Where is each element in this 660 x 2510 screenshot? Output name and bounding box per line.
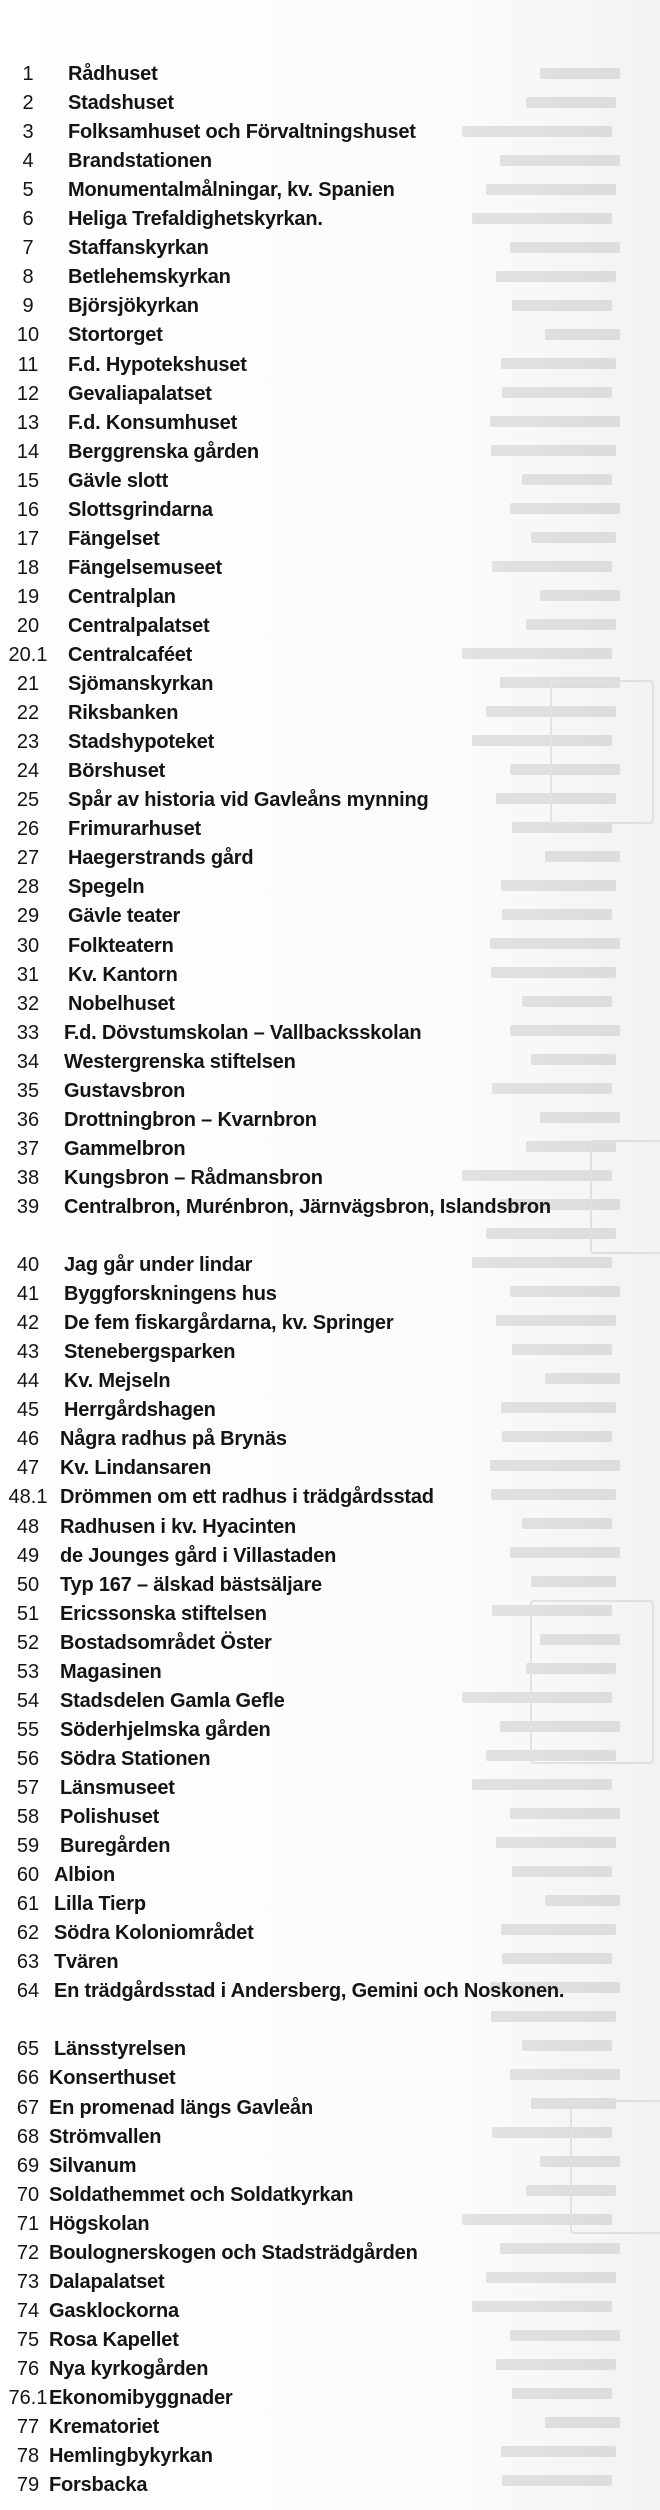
item-label: Stadsdelen Gamla Gefle bbox=[60, 1689, 285, 1712]
item-number: 64 bbox=[16, 1980, 40, 2003]
item-label: De fem fiskargårdarna, kv. Springer bbox=[64, 1312, 394, 1335]
item-label: Gävle teater bbox=[68, 905, 181, 928]
list-item bbox=[0, 263, 640, 291]
list-item bbox=[0, 1425, 640, 1453]
list-item bbox=[0, 60, 640, 88]
item-label: Gasklockorna bbox=[49, 2299, 179, 2322]
item-label: Gustavsbron bbox=[64, 1079, 186, 1102]
list-item bbox=[0, 583, 640, 611]
item-label: Drömmen om ett radhus i trädgårdsstad bbox=[60, 1486, 434, 1509]
item-label: Typ 167 – älskad bästsäljare bbox=[60, 1573, 322, 1596]
list-item bbox=[0, 873, 640, 901]
item-number: 19 bbox=[16, 585, 40, 608]
item-label: Centralplan bbox=[68, 585, 176, 608]
item-label: Söderhjelmska gården bbox=[60, 1718, 271, 1741]
item-number: 21 bbox=[16, 673, 40, 696]
item-label: Länsstyrelsen bbox=[54, 2038, 186, 2061]
list-item bbox=[0, 1803, 640, 1831]
list-item bbox=[0, 525, 640, 553]
item-label: En trädgårdsstad i Andersberg, Gemini och Noskonen. bbox=[54, 1980, 565, 2003]
list-item bbox=[0, 2384, 640, 2412]
item-label: Krematoriet bbox=[49, 2416, 160, 2439]
list-item bbox=[0, 2123, 640, 2151]
list-item bbox=[0, 1890, 640, 1918]
list-item bbox=[0, 1338, 640, 1366]
list-item bbox=[0, 118, 640, 146]
item-label: Polishuset bbox=[60, 1806, 160, 1828]
list-item bbox=[0, 1629, 640, 1657]
list-item bbox=[0, 2268, 640, 2296]
item-label: Jag går under lindar bbox=[64, 1254, 253, 1277]
item-label: F.d. Dövstumskolan – Vallbacksskolan bbox=[64, 1021, 422, 1044]
item-number: 29 bbox=[16, 905, 40, 928]
item-label: Folksamhuset och Förvaltningshuset bbox=[68, 121, 416, 144]
item-label: Ekonomibyggnader bbox=[49, 2387, 233, 2409]
item-label: Södra Koloniområdet bbox=[54, 1922, 254, 1945]
item-label: Börshuset bbox=[68, 760, 166, 783]
item-number: 31 bbox=[16, 963, 40, 986]
list-item bbox=[0, 1048, 640, 1076]
item-label: Kv. Lindansaren bbox=[60, 1457, 212, 1480]
list-item bbox=[0, 1193, 640, 1251]
list-item bbox=[0, 176, 640, 204]
list-item bbox=[0, 467, 640, 495]
item-label: F.d. Hypotekshuset bbox=[68, 353, 247, 376]
item-label: Centralpalatset bbox=[68, 614, 210, 637]
list-item bbox=[0, 1600, 640, 1628]
item-number: 20 bbox=[16, 614, 40, 637]
item-label: Sjömanskyrkan bbox=[68, 673, 214, 696]
list-item bbox=[0, 1832, 640, 1860]
item-label: Radhusen i kv. Hyacinten bbox=[60, 1515, 297, 1538]
list-item bbox=[0, 205, 640, 233]
list-item bbox=[0, 1106, 640, 1134]
item-number: 42 bbox=[16, 1312, 40, 1335]
list-item bbox=[0, 2355, 640, 2383]
item-number: 53 bbox=[16, 1660, 40, 1683]
item-label: de Jounges gård i Villastaden bbox=[60, 1544, 337, 1567]
item-label: Dalapalatset bbox=[49, 2270, 165, 2293]
item-number: 27 bbox=[16, 847, 40, 870]
item-number: 60 bbox=[16, 1864, 40, 1887]
item-number: 28 bbox=[16, 876, 40, 899]
item-number: 70 bbox=[16, 2183, 40, 2206]
list-item bbox=[0, 1135, 640, 1163]
list-item bbox=[0, 1542, 640, 1570]
item-number: 76 bbox=[16, 2357, 40, 2380]
list-item bbox=[0, 641, 640, 669]
list-item bbox=[0, 438, 640, 466]
list-item bbox=[0, 2210, 640, 2238]
item-label: Folkteatern bbox=[68, 934, 174, 957]
list-item bbox=[0, 1977, 640, 2035]
item-label: Centralbron, Murénbron, Järnvägsbron, Islandsbron bbox=[64, 1195, 551, 1218]
list-item bbox=[0, 1774, 640, 1802]
item-label: Fängelset bbox=[68, 527, 160, 550]
list-item bbox=[0, 757, 640, 785]
list-item bbox=[0, 2064, 640, 2092]
item-label: Hemlingbykyrkan bbox=[49, 2445, 213, 2468]
item-number: 5 bbox=[22, 179, 34, 202]
item-label: Konserthuset bbox=[49, 2067, 176, 2090]
list-item bbox=[0, 554, 640, 582]
item-label: Södra Stationen bbox=[60, 1747, 211, 1770]
item-label: Nya kyrkogården bbox=[49, 2357, 209, 2380]
list-item bbox=[0, 1309, 640, 1337]
item-number: 4 bbox=[22, 150, 34, 173]
item-number: 66 bbox=[16, 2067, 40, 2090]
list-item bbox=[0, 1396, 640, 1424]
list-item bbox=[0, 1367, 640, 1395]
list-item bbox=[0, 670, 640, 698]
list-item bbox=[0, 1019, 640, 1047]
item-label: Albion bbox=[54, 1864, 116, 1887]
item-number: 2 bbox=[22, 92, 34, 115]
item-number: 26 bbox=[16, 818, 40, 841]
list-item bbox=[0, 2326, 640, 2354]
list-item bbox=[0, 1861, 640, 1889]
item-label: Boulognerskogen och Stadsträdgården bbox=[49, 2241, 418, 2264]
item-number: 65 bbox=[16, 2038, 40, 2061]
item-label: Haegerstrands gård bbox=[68, 847, 254, 870]
list-item bbox=[0, 2442, 640, 2470]
item-label: Herrgårdshagen bbox=[64, 1399, 216, 1422]
item-number: 51 bbox=[16, 1602, 40, 1625]
item-label: Gävle slott bbox=[68, 469, 169, 492]
item-number: 13 bbox=[16, 411, 40, 434]
item-label: Fängelsemuseet bbox=[68, 556, 222, 579]
list-item bbox=[0, 844, 640, 872]
item-label: Riksbanken bbox=[68, 702, 179, 725]
item-number: 54 bbox=[16, 1689, 40, 1712]
item-number: 3 bbox=[22, 121, 34, 144]
item-label: Betlehemskyrkan bbox=[68, 266, 231, 289]
item-label: Tvären bbox=[54, 1951, 119, 1974]
item-label: Strömvallen bbox=[49, 2125, 162, 2148]
item-label: Buregården bbox=[60, 1835, 171, 1858]
item-label: Stadshypoteket bbox=[68, 731, 215, 754]
list-item bbox=[0, 380, 640, 408]
item-label: Heliga Trefaldighetskyrkan. bbox=[68, 208, 323, 231]
list-item bbox=[0, 2152, 640, 2180]
list-item bbox=[0, 2239, 640, 2267]
list-item bbox=[0, 1948, 640, 1976]
list-item bbox=[0, 2035, 640, 2063]
item-label: Spegeln bbox=[68, 876, 145, 899]
item-number: 57 bbox=[16, 1776, 40, 1799]
list-item bbox=[0, 786, 640, 814]
list-item bbox=[0, 1164, 640, 1192]
list-item bbox=[0, 2471, 640, 2499]
list-item bbox=[0, 292, 640, 320]
list-item bbox=[0, 1513, 640, 1541]
list-item bbox=[0, 496, 640, 524]
item-label: Några radhus på Brynäs bbox=[60, 1428, 287, 1451]
item-number: 36 bbox=[16, 1108, 40, 1131]
item-number: 48 bbox=[16, 1515, 40, 1538]
item-number: 22 bbox=[16, 702, 40, 725]
item-number: 11 bbox=[17, 353, 39, 376]
item-label: Byggforskningens hus bbox=[64, 1283, 277, 1306]
list-item bbox=[0, 1687, 640, 1715]
item-number: 1 bbox=[22, 63, 34, 85]
item-label: Forsbacka bbox=[49, 2474, 148, 2497]
item-number: 25 bbox=[16, 789, 40, 812]
item-label: Frimurarhuset bbox=[68, 818, 201, 841]
list-item bbox=[0, 961, 640, 989]
item-label: Slottsgrindarna bbox=[68, 498, 213, 521]
item-number: 8 bbox=[22, 266, 34, 289]
item-label: Spår av historia vid Gavleåns mynning bbox=[68, 789, 429, 812]
item-label: Stadshuset bbox=[68, 92, 174, 115]
item-number: 49 bbox=[16, 1544, 40, 1567]
list-item bbox=[0, 1483, 640, 1511]
item-label: Monumentalmålningar, kv. Spanien bbox=[68, 179, 395, 202]
item-number: 68 bbox=[16, 2125, 40, 2148]
item-label: Drottningbron – Kvarnbron bbox=[64, 1108, 317, 1131]
list-item bbox=[0, 990, 640, 1018]
item-label: Centralcaféet bbox=[68, 644, 193, 666]
item-number: 74 bbox=[16, 2299, 40, 2322]
item-label: Högskolan bbox=[49, 2212, 150, 2235]
item-number: 76.1 bbox=[8, 2387, 48, 2409]
item-number: 59 bbox=[16, 1835, 40, 1858]
item-number: 12 bbox=[16, 382, 40, 405]
list-item bbox=[0, 932, 640, 960]
item-number: 15 bbox=[16, 469, 40, 492]
list-item bbox=[0, 1280, 640, 1308]
item-label: Magasinen bbox=[60, 1660, 162, 1683]
item-number: 39 bbox=[16, 1195, 40, 1218]
list-item bbox=[0, 1571, 640, 1599]
item-label: Kv. Kantorn bbox=[68, 963, 178, 986]
item-number: 17 bbox=[16, 527, 40, 550]
item-number: 58 bbox=[16, 1806, 40, 1828]
item-label: Soldathemmet och Soldatkyrkan bbox=[49, 2183, 354, 2206]
item-number: 63 bbox=[16, 1951, 40, 1974]
item-label: Rosa Kapellet bbox=[49, 2328, 179, 2351]
item-number: 47 bbox=[16, 1457, 40, 1480]
item-number: 62 bbox=[16, 1922, 40, 1945]
list-item bbox=[0, 728, 640, 756]
item-number: 52 bbox=[16, 1631, 40, 1654]
list-item bbox=[0, 1658, 640, 1686]
item-number: 32 bbox=[16, 992, 40, 1015]
item-number: 46 bbox=[16, 1428, 40, 1451]
item-label: Länsmuseet bbox=[60, 1776, 175, 1799]
list-item bbox=[0, 1454, 640, 1482]
item-number: 69 bbox=[16, 2154, 40, 2177]
item-number: 7 bbox=[22, 237, 34, 260]
item-label: Rådhuset bbox=[68, 63, 158, 85]
item-label: F.d. Konsumhuset bbox=[68, 411, 238, 434]
item-number: 50 bbox=[16, 1573, 40, 1596]
item-label: Ericssonska stiftelsen bbox=[60, 1602, 267, 1625]
list-item bbox=[0, 815, 640, 843]
list-item bbox=[0, 234, 640, 262]
list-item bbox=[0, 2297, 640, 2325]
list-item bbox=[0, 2181, 640, 2209]
item-number: 16 bbox=[16, 498, 40, 521]
item-label: Kungsbron – Rådmansbron bbox=[64, 1166, 323, 1189]
item-label: Nobelhuset bbox=[68, 992, 175, 1015]
item-number: 24 bbox=[16, 760, 40, 783]
item-number: 73 bbox=[16, 2270, 40, 2293]
item-number: 20.1 bbox=[8, 644, 48, 666]
list-item bbox=[0, 351, 640, 379]
item-label: Bostadsområdet Öster bbox=[60, 1631, 272, 1654]
list-item bbox=[0, 321, 640, 349]
list-item bbox=[0, 1077, 640, 1105]
list-item bbox=[0, 89, 640, 117]
item-number: 40 bbox=[16, 1254, 40, 1277]
item-number: 41 bbox=[16, 1283, 40, 1306]
item-number: 43 bbox=[16, 1341, 40, 1364]
item-label: Stortorget bbox=[68, 324, 163, 347]
item-number: 55 bbox=[16, 1718, 40, 1741]
item-number: 14 bbox=[16, 440, 40, 463]
item-number: 33 bbox=[16, 1021, 40, 1044]
item-number: 61 bbox=[16, 1893, 40, 1916]
item-number: 78 bbox=[16, 2445, 40, 2468]
item-number: 9 bbox=[22, 295, 34, 318]
item-label: Björsjökyrkan bbox=[68, 295, 199, 318]
item-number: 44 bbox=[16, 1370, 40, 1393]
item-number: 56 bbox=[16, 1747, 40, 1770]
item-number: 18 bbox=[16, 556, 40, 579]
item-label: Stenebergsparken bbox=[64, 1341, 236, 1364]
list-item bbox=[0, 1251, 640, 1279]
item-number: 34 bbox=[16, 1050, 40, 1073]
item-number: 23 bbox=[16, 731, 40, 754]
item-label: Silvanum bbox=[49, 2154, 137, 2177]
item-number: 35 bbox=[16, 1079, 40, 1102]
list-item bbox=[0, 1716, 640, 1744]
item-number: 77 bbox=[16, 2416, 40, 2439]
list-item bbox=[0, 2094, 640, 2122]
item-number: 72 bbox=[16, 2241, 40, 2264]
item-label: Lilla Tierp bbox=[54, 1893, 146, 1916]
list-item bbox=[0, 902, 640, 930]
item-number: 38 bbox=[16, 1166, 40, 1189]
item-label: En promenad längs Gavleån bbox=[49, 2096, 313, 2119]
item-number: 79 bbox=[16, 2474, 40, 2497]
list-item bbox=[0, 2413, 640, 2441]
item-label: Staffanskyrkan bbox=[68, 237, 209, 260]
item-number: 30 bbox=[16, 934, 40, 957]
item-label: Westergrenska stiftelsen bbox=[64, 1050, 296, 1073]
list-item bbox=[0, 1919, 640, 1947]
item-label: Kv. Mejseln bbox=[64, 1370, 171, 1393]
item-number: 67 bbox=[16, 2096, 40, 2119]
item-number: 37 bbox=[16, 1137, 40, 1160]
item-number: 6 bbox=[22, 208, 34, 231]
item-label: Brandstationen bbox=[68, 150, 212, 173]
item-number: 45 bbox=[16, 1399, 40, 1422]
item-number: 75 bbox=[16, 2328, 40, 2351]
item-number: 10 bbox=[16, 324, 40, 347]
item-number: 71 bbox=[16, 2212, 40, 2235]
list-item bbox=[0, 409, 640, 437]
item-label: Berggrenska gården bbox=[68, 440, 259, 463]
item-label: Gammelbron bbox=[64, 1137, 186, 1160]
item-number: 48.1 bbox=[8, 1486, 48, 1509]
list-item bbox=[0, 147, 640, 175]
item-label: Gevaliapalatset bbox=[68, 382, 212, 405]
list-item bbox=[0, 699, 640, 727]
list-item bbox=[0, 612, 640, 640]
list-item bbox=[0, 1745, 640, 1773]
